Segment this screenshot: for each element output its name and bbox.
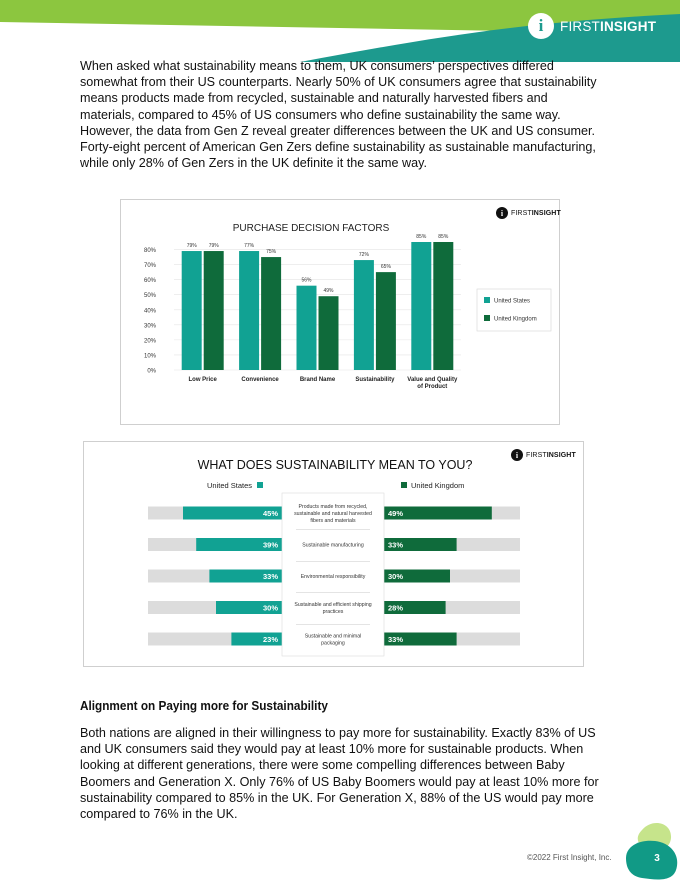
chart1-y-tick: 80%: [143, 248, 156, 255]
chart1-x-label: Value and Quality: [407, 377, 458, 383]
chart1-bar-us: [297, 286, 317, 370]
intro-paragraph: When asked what sustainability means to them, UK consumers’ perspectives differed somewhat from their US counterparts. Nearly 50% of UK consumers agree that sustainability means products made from recycled, sustainable and naturally harvested fibers and materials, compared to 45% of US consumers who define sustainability the same way. However, the data from Gen Z reveal greater differences between the UK and US consumer. Forty-eight percent of American Gen Zers define sustainability as sustainable manufacturing, while only 28% of Gen Zers in the UK definite it the same way.: [80, 59, 597, 171]
first-insight-logo: [528, 12, 658, 40]
chart2-category-label: packaging: [321, 640, 345, 647]
chart2-category-label: Sustainable manufacturing: [302, 542, 364, 549]
chart1-bar-uk: [261, 257, 281, 370]
chart1-x-label: Convenience: [241, 377, 279, 383]
chart1-y-tick: 10%: [143, 353, 156, 360]
chart1-x-label: Sustainability: [355, 377, 395, 383]
chart1-y-tick: 30%: [143, 323, 156, 330]
chart2-category-label: Environmental responsibility: [300, 574, 366, 580]
chart1-y-tick: 0%: [147, 368, 156, 375]
chart1-bar-label: 77%: [244, 243, 255, 250]
chart1-bar-uk: [319, 296, 339, 370]
chart2-uk-value: 30%: [388, 572, 404, 581]
chart1-legend-label: United Kingdom: [494, 316, 537, 323]
footer-copyright: ©2022 First Insight, Inc.: [527, 853, 612, 862]
chart1-x-label: Brand Name: [299, 377, 336, 383]
first-insight-logo-icon: i: [511, 449, 523, 461]
chart1-bar-label: 85%: [416, 234, 427, 240]
chart1-legend-swatch: [484, 315, 490, 321]
chart2-category-label: Products made from recycled,: [298, 504, 368, 510]
chart2-uk-value: 28%: [388, 603, 404, 613]
chart2-category-label: fibers and materials: [310, 518, 356, 524]
logo-wordmark: FIRSTINSIGHT: [560, 18, 657, 34]
first-insight-logo-icon: i: [496, 207, 508, 219]
purchase-decision-chart: [120, 199, 560, 425]
chart2-us-value: 23%: [262, 635, 278, 644]
chart1-bar-label: 56%: [301, 277, 312, 284]
chart2-us-header: United States: [207, 481, 253, 490]
chart1-bar-label: 65%: [380, 264, 391, 271]
chart1-logo: [496, 207, 561, 219]
chart2-title: WHAT DOES SUSTAINABILITY MEAN TO YOU?: [197, 458, 473, 472]
first-insight-logo-icon: i: [528, 13, 554, 39]
chart1-bar-label: 85%: [438, 234, 449, 240]
chart2-uk-header: United Kingdom: [411, 481, 465, 490]
chart2-us-value: 45%: [262, 509, 278, 518]
section-paragraph: Both nations are aligned in their willingness to pay more for sustainability. Exactly 83% of US and UK consumers said they would pay at least 10% more for sustainable products. When looking at different generations, there were some compelling differences between Baby Boomers and Generation X. Only 76% of US Baby Boomers would pay at least 10% more for sustainability compared to 85% in the UK. For Generation X, 88% of the US would pay more compared to 76% in the UK.: [80, 726, 599, 822]
chart1-bar-us: [182, 251, 202, 370]
chart2-uk-value: 33%: [388, 635, 404, 644]
chart1-title: PURCHASE DECISION FACTORS: [232, 223, 390, 234]
chart1-bar-us: [354, 260, 374, 370]
sustainability-meaning-chart: [83, 441, 584, 667]
chart1-legend-swatch: [484, 297, 490, 303]
chart1-legend: [477, 289, 551, 331]
page-number-badge: [620, 820, 680, 880]
chart1-y-tick: 50%: [143, 293, 156, 300]
chart1-bar-label: 79%: [186, 243, 197, 250]
chart1-legend-label: United States: [494, 298, 531, 305]
page-number: 3: [654, 853, 660, 864]
chart2-category-label: Sustainable and efficient shipping: [294, 602, 372, 608]
chart1-bar-uk: [376, 272, 396, 370]
chart2-logo-wordmark: FIRSTINSIGHT: [526, 451, 576, 459]
chart1-bar-label: 79%: [208, 243, 219, 250]
chart1-y-tick: 70%: [143, 263, 156, 270]
chart2-uk-value: 49%: [388, 509, 404, 518]
chart1-bar-label: 49%: [323, 288, 334, 295]
chart2-logo: [511, 449, 576, 461]
chart1-bar-uk: [204, 251, 224, 370]
section-heading: Alignment on Paying more for Sustainability: [80, 698, 328, 713]
chart1-y-tick: 20%: [143, 338, 156, 345]
chart2-canvas: [84, 442, 583, 666]
chart1-x-label: of Product: [417, 384, 448, 390]
chart1-y-tick: 40%: [143, 308, 156, 315]
chart2-category-label: practices: [322, 609, 344, 615]
chart2-us-swatch: [257, 482, 263, 488]
chart2-us-value: 30%: [262, 603, 278, 613]
chart2-category-label: Sustainable and minimal: [304, 633, 362, 640]
chart1-canvas: [121, 200, 559, 424]
chart2-us-value: 33%: [262, 572, 278, 581]
chart1-bar-us: [239, 251, 259, 370]
chart2-uk-swatch: [401, 482, 407, 488]
chart1-x-label: Low Price: [188, 377, 217, 383]
chart1-logo-wordmark: FIRSTINSIGHT: [511, 209, 561, 217]
chart1-bar-label: 75%: [266, 249, 277, 256]
chart2-us-value: 39%: [262, 540, 278, 550]
chart1-bar-us: [411, 242, 431, 370]
chart1-y-tick: 60%: [143, 278, 156, 285]
chart2-category-label: sustainable and natural harvested: [294, 511, 372, 517]
chart1-bar-uk: [433, 242, 453, 370]
chart2-uk-value: 33%: [388, 540, 404, 550]
chart1-bar-label: 72%: [358, 252, 369, 259]
